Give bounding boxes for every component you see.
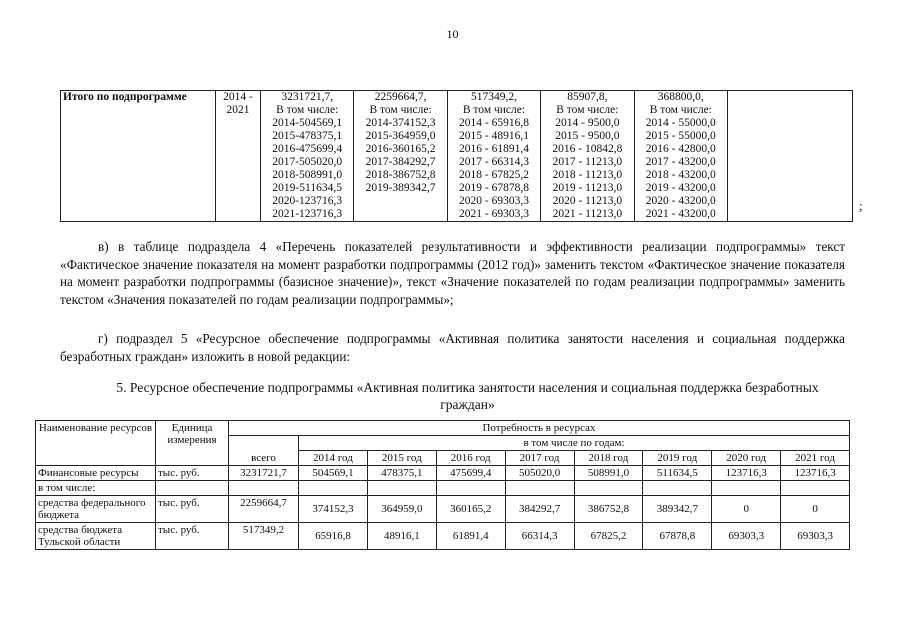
- row-total: 3231721,7: [229, 466, 299, 481]
- summary-line: 2017-505020,0: [272, 156, 343, 168]
- summary-line: 3231721,7,: [281, 91, 334, 103]
- row-unit: тыс. руб.: [156, 496, 229, 523]
- row-unit: тыс. руб.: [156, 523, 229, 550]
- page-number: 10: [446, 27, 459, 41]
- summary-line: 2016 - 61891,4: [458, 143, 529, 155]
- header-total: всего: [229, 436, 299, 466]
- row-value: [781, 481, 850, 496]
- trailing-semicolon: ;: [859, 198, 863, 213]
- row-total: [229, 481, 299, 496]
- header-year: 2015 год: [367, 451, 436, 466]
- header-year: 2020 год: [712, 451, 781, 466]
- summary-line: 2019-511634,5: [272, 182, 342, 194]
- summary-line: 2014 - 65916,8: [458, 117, 529, 129]
- summary-line: 2014 - 9500,0: [555, 117, 620, 129]
- summary-line: 2020 - 43200,0: [645, 195, 716, 207]
- summary-line: 2019 - 67878,8: [458, 182, 529, 194]
- row-name: Финансовые ресурсы: [36, 466, 156, 481]
- summary-col: [447, 91, 540, 222]
- row-value: [712, 481, 781, 496]
- row-unit: [156, 481, 229, 496]
- summary-line: 2021 - 43200,0: [645, 208, 716, 220]
- row-value: 386752,8: [574, 496, 643, 523]
- paragraph-text: г) подраздел 5 «Ресурсное обеспечение подпрограммы «Активная политика занятости населения и социальная поддержка безработных граждан» изложить в новой редакции:: [60, 331, 845, 364]
- summary-line: 2021 - 11213,0: [552, 208, 623, 220]
- summary-line: 368800,0,: [657, 91, 704, 103]
- summary-line: 2015 - 48916,1: [458, 130, 529, 142]
- summary-line: 2014 - 55000,0: [645, 117, 716, 129]
- row-value: 67878,8: [643, 523, 712, 550]
- row-value: 504569,1: [299, 466, 368, 481]
- table-row: [36, 523, 850, 550]
- header-year: 2017 год: [505, 451, 574, 466]
- row-value: 69303,3: [781, 523, 850, 550]
- summary-line: 85907,8,: [567, 91, 608, 103]
- summary-line: В том числе:: [649, 104, 712, 116]
- summary-line: 2015-478375,1: [272, 130, 343, 142]
- period-cell: 2014 - 2021: [216, 91, 261, 222]
- summary-line: 2015-364959,0: [365, 130, 436, 142]
- row-value: 478375,1: [367, 466, 436, 481]
- row-value: 384292,7: [505, 496, 574, 523]
- header-year: 2016 год: [436, 451, 505, 466]
- summary-line: 2019 - 11213,0: [552, 182, 623, 194]
- summary-line: 2020-123716,3: [272, 195, 343, 207]
- row-total: 2259664,7: [229, 496, 299, 523]
- summary-line: 2016-475699,4: [272, 143, 343, 155]
- summary-line: [730, 91, 850, 104]
- row-value: 360165,2: [436, 496, 505, 523]
- row-value: 0: [712, 496, 781, 523]
- summary-line: 2016 - 10842,8: [552, 143, 623, 155]
- row-value: 48916,1: [367, 523, 436, 550]
- header-need: Потребность в ресурсах: [229, 421, 850, 436]
- row-value: [436, 481, 505, 496]
- summary-line: 2017 - 43200,0: [645, 156, 716, 168]
- row-value: 123716,3: [712, 466, 781, 481]
- table-row: [36, 496, 850, 523]
- row-unit: тыс. руб.: [156, 466, 229, 481]
- row-value: 123716,3: [781, 466, 850, 481]
- table-row: [36, 481, 850, 496]
- summary-line: 2017 - 11213,0: [552, 156, 623, 168]
- row-name: в том числе:: [36, 481, 156, 496]
- row-value: [367, 481, 436, 496]
- resources-table: [35, 420, 850, 550]
- row-value: 389342,7: [643, 496, 712, 523]
- summary-line: 2019 - 43200,0: [645, 182, 716, 194]
- row-value: [505, 481, 574, 496]
- row-name: средства бюджета Тульской области: [36, 523, 156, 550]
- row-value: 508991,0: [574, 466, 643, 481]
- summary-line: 2019-389342,7: [365, 182, 436, 194]
- summary-line: 2014-374152,3: [365, 117, 436, 129]
- summary-col: [634, 91, 727, 222]
- summary-line: 2259664,7,: [374, 91, 427, 103]
- row-value: 65916,8: [299, 523, 368, 550]
- summary-line: 2020 - 11213,0: [552, 195, 623, 207]
- header-year: 2019 год: [643, 451, 712, 466]
- summary-col: [728, 91, 853, 222]
- header-unit: Единица измерения: [156, 421, 229, 466]
- summary-line: 2015 - 55000,0: [645, 130, 716, 142]
- paragraph-g: [60, 330, 845, 365]
- header-by-years: в том числе по годам:: [299, 436, 850, 451]
- summary-col: [261, 91, 354, 222]
- header-year: 2021 год: [781, 451, 850, 466]
- row-value: 511634,5: [643, 466, 712, 481]
- summary-line: 2016 - 42800,0: [645, 143, 716, 155]
- table-row: [36, 466, 850, 481]
- row-total: 517349,2: [229, 523, 299, 550]
- row-value: [299, 481, 368, 496]
- header-year: 2018 год: [574, 451, 643, 466]
- subprogram-total-table: [60, 90, 853, 222]
- summary-line: 2018-386752,8: [365, 169, 436, 181]
- summary-line: 2017-384292,7: [365, 156, 436, 168]
- summary-line: 2015 - 9500,0: [555, 130, 620, 142]
- summary-line: 517349,2,: [470, 91, 517, 103]
- paragraph-v: [60, 238, 845, 308]
- summary-line: 2018 - 67825,2: [458, 169, 529, 181]
- summary-line: 2016-360165,2: [365, 143, 436, 155]
- row-value: 61891,4: [436, 523, 505, 550]
- summary-line: 2014-504569,1: [272, 117, 343, 129]
- row-value: 0: [781, 496, 850, 523]
- header-name: Наименование ресурсов: [36, 421, 156, 466]
- row-value: 364959,0: [367, 496, 436, 523]
- header-row: [36, 421, 850, 436]
- summary-col: [541, 91, 634, 222]
- row-value: 69303,3: [712, 523, 781, 550]
- summary-line: В том числе:: [462, 104, 526, 116]
- row-value: 374152,3: [299, 496, 368, 523]
- summary-col: [354, 91, 447, 222]
- row-name: средства федерального бюджета: [36, 496, 156, 523]
- summary-line: 2018-508991,0: [272, 169, 343, 181]
- summary-line: В том числе:: [276, 104, 339, 116]
- row-value: 66314,3: [505, 523, 574, 550]
- total-label: Итого по подпрограмме: [61, 91, 216, 222]
- summary-line: 2018 - 11213,0: [552, 169, 623, 181]
- table-row: [61, 91, 853, 222]
- row-value: [574, 481, 643, 496]
- summary-line: 2018 - 43200,0: [645, 169, 716, 181]
- row-value: 475699,4: [436, 466, 505, 481]
- row-value: [643, 481, 712, 496]
- row-value: 67825,2: [574, 523, 643, 550]
- section-title: 5. Ресурсное обеспечение подпрограммы «Активная политика занятости населения и социальная поддержка безработных граждан»: [116, 380, 819, 412]
- summary-line: В том числе:: [369, 104, 432, 116]
- summary-line: 2017 - 66314,3: [458, 156, 529, 168]
- summary-line: 2020 - 69303,3: [458, 195, 529, 207]
- summary-line: 2021 - 69303,3: [458, 208, 529, 220]
- summary-line: 2021-123716,3: [272, 208, 343, 220]
- row-value: 505020,0: [505, 466, 574, 481]
- summary-line: В том числе:: [556, 104, 619, 116]
- header-year: 2014 год: [299, 451, 368, 466]
- paragraph-text: в) в таблице подраздела 4 «Перечень показателей результативности и эффективности реализации подпрограммы» текст «Фактическое значение показателя на момент разработки подпрограммы (2012 год)» заменить текстом «Фактическое значение показателя на момент разработки подпрограммы (базисное значение)», текст «Значение показателей по годам реализации подпрограммы» заменить текстом «Значения показателей по годам реализации подпрограммы»;: [60, 239, 845, 307]
